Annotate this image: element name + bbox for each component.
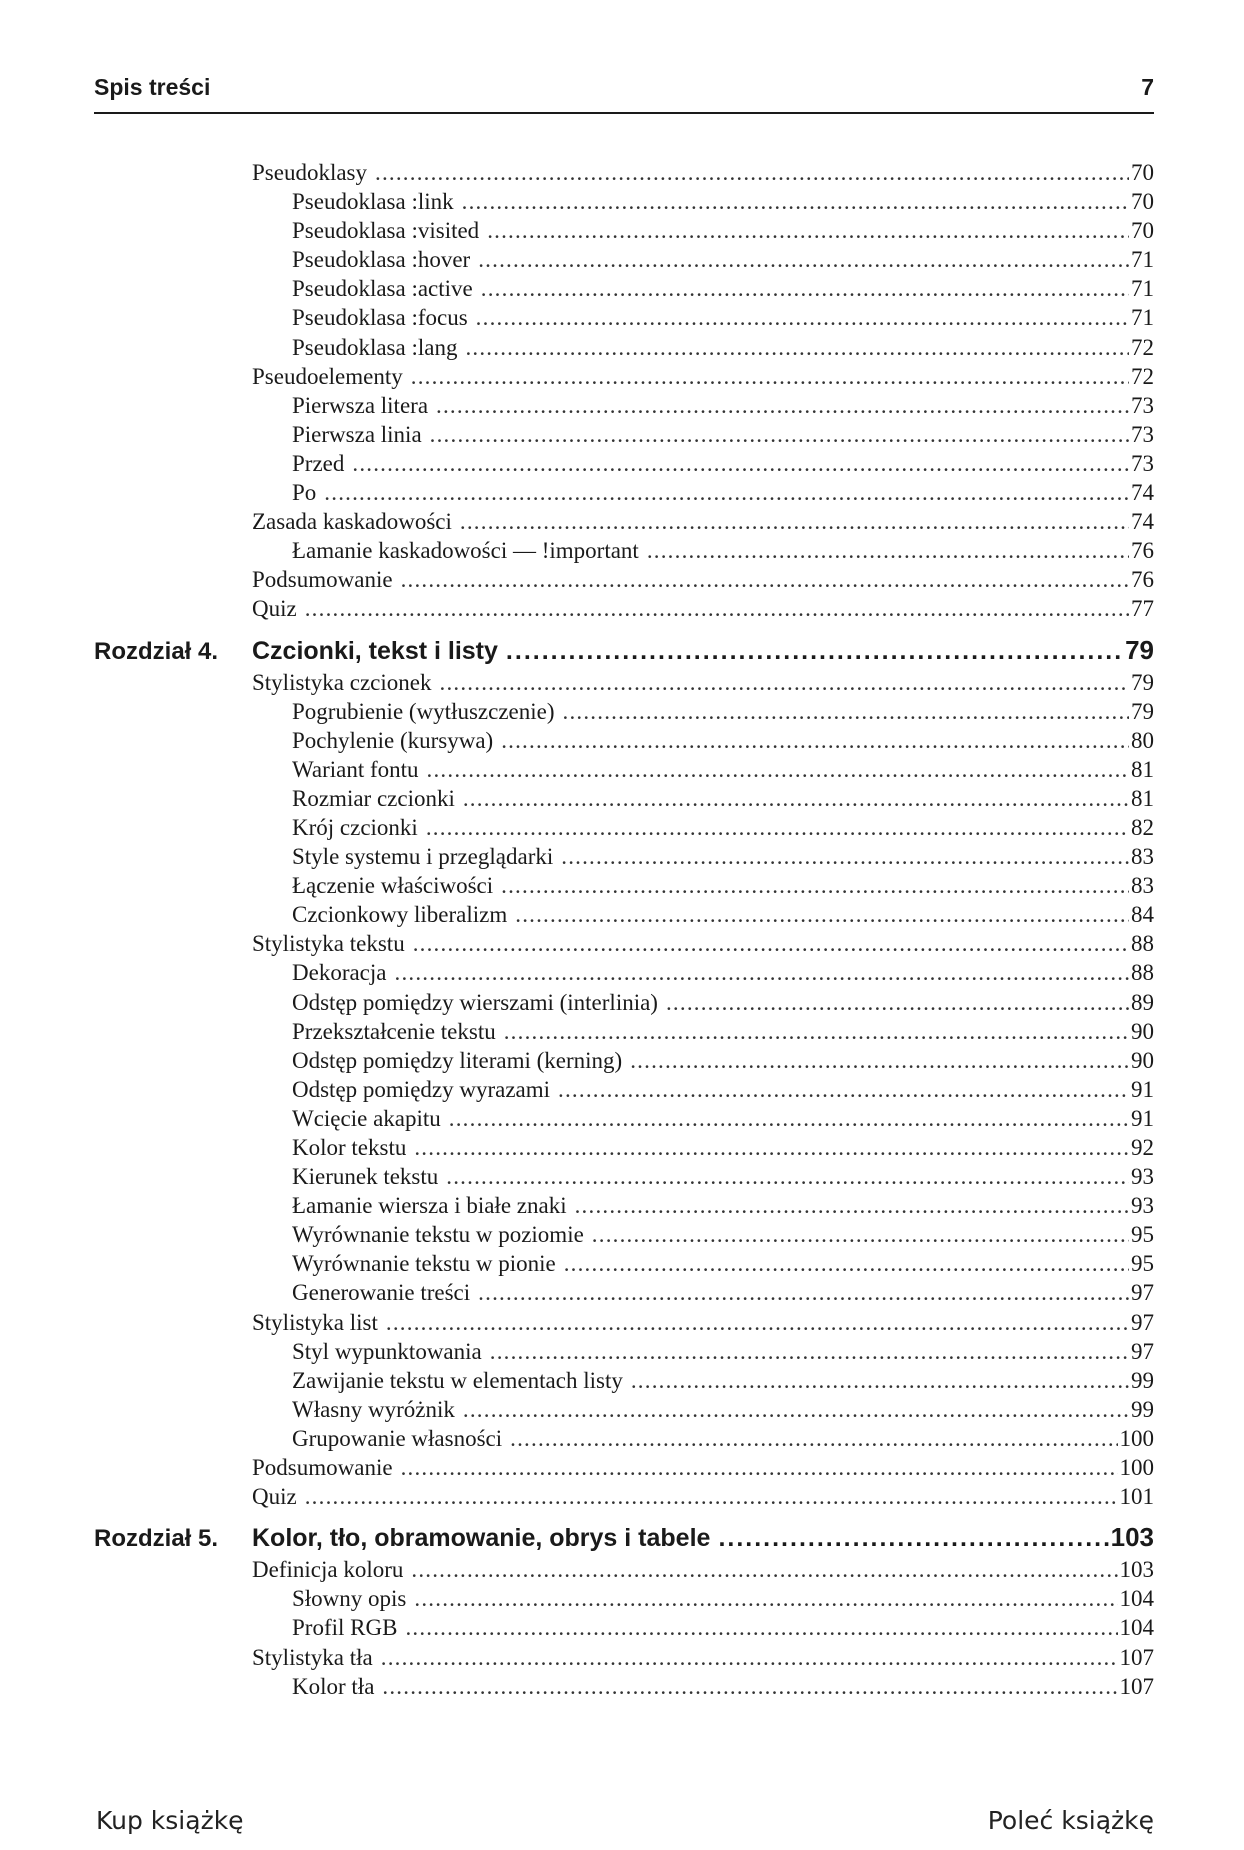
toc-entry-row xyxy=(94,1046,1154,1075)
toc-entry-row xyxy=(94,1308,1154,1337)
toc-entry-label: Pseudoklasa :focus xyxy=(292,305,468,331)
toc-entry xyxy=(94,1162,1154,1191)
dot-leader xyxy=(463,1395,1129,1424)
toc-entry-label: Odstęp pomiędzy wierszami (interlinia) xyxy=(292,989,658,1015)
toc-page-number: 71 xyxy=(1131,276,1154,302)
dot-leader xyxy=(515,900,1129,929)
toc-entry-label: Pseudoklasa :active xyxy=(292,276,473,302)
toc-entry-label: Łączenie właściwości xyxy=(292,873,494,899)
toc-entry-row xyxy=(94,1162,1154,1191)
toc-entry xyxy=(94,871,1154,900)
toc-page-number: 100 xyxy=(1119,1425,1154,1451)
dot-leader xyxy=(381,1643,1118,1672)
toc-entry-row xyxy=(94,726,1154,755)
toc-entry-row xyxy=(94,478,1154,507)
toc-entry xyxy=(94,333,1154,362)
toc-entry-row xyxy=(94,988,1154,1017)
toc-page-number: 70 xyxy=(1131,218,1154,244)
toc-entry-row xyxy=(94,362,1154,391)
header-title: Spis treści xyxy=(94,74,211,100)
toc-entry-row xyxy=(94,842,1154,871)
dot-leader xyxy=(414,1133,1129,1162)
dot-leader xyxy=(426,813,1129,842)
toc-entry-row xyxy=(94,158,1154,187)
toc-entry xyxy=(94,958,1154,987)
toc-entry-row xyxy=(94,1249,1154,1278)
toc-entry-label: Pierwsza linia xyxy=(292,421,422,447)
toc-entry xyxy=(94,755,1154,784)
table-of-contents xyxy=(94,158,1154,1701)
toc-entry-row xyxy=(94,1075,1154,1104)
dot-leader xyxy=(436,391,1129,420)
toc-page-number: 76 xyxy=(1131,567,1154,593)
recommend-book-link[interactable]: Poleć książkę xyxy=(987,1806,1154,1835)
dot-leader xyxy=(411,362,1129,391)
dot-leader xyxy=(401,1453,1118,1482)
toc-entry-label: Pseudoklasa :lang xyxy=(292,334,458,360)
toc-entry-label: Stylistyka tekstu xyxy=(252,931,405,957)
toc-page-number: 74 xyxy=(1131,509,1154,535)
toc-page-number: 76 xyxy=(1131,538,1154,564)
toc-page-number: 81 xyxy=(1131,785,1154,811)
toc-entry-row xyxy=(94,1104,1154,1133)
toc-entry-row xyxy=(94,1424,1154,1453)
toc-page-number: 90 xyxy=(1131,1047,1154,1073)
header-page-number: 7 xyxy=(1141,74,1154,100)
dot-leader xyxy=(401,565,1129,594)
toc-entry-row xyxy=(94,813,1154,842)
dot-leader xyxy=(647,536,1129,565)
toc-page-number: 81 xyxy=(1131,756,1154,782)
toc-entry-row xyxy=(94,507,1154,536)
toc-entry-label: Grupowanie własności xyxy=(292,1425,503,1451)
toc-page-number: 99 xyxy=(1131,1367,1154,1393)
toc-page-number: 72 xyxy=(1131,334,1154,360)
toc-entry-label: Odstęp pomiędzy wyrazami xyxy=(292,1076,551,1102)
toc-entry xyxy=(94,187,1154,216)
toc-page-number: 95 xyxy=(1131,1222,1154,1248)
toc-entry xyxy=(94,1017,1154,1046)
toc-entry xyxy=(94,1366,1154,1395)
toc-page-number: 103 xyxy=(1119,1557,1154,1583)
dot-leader xyxy=(465,333,1129,362)
toc-page-number: 100 xyxy=(1119,1455,1154,1481)
toc-page-number: 82 xyxy=(1131,814,1154,840)
chapter-number: Rozdział 5. xyxy=(94,1525,219,1553)
dot-leader xyxy=(666,988,1129,1017)
dot-leader xyxy=(504,1017,1129,1046)
toc-entry xyxy=(94,1278,1154,1307)
toc-entry xyxy=(94,391,1154,420)
toc-page-number: 84 xyxy=(1131,902,1154,928)
toc-page-number: 107 xyxy=(1119,1673,1154,1699)
toc-page-number: 80 xyxy=(1131,727,1154,753)
toc-page-number: 73 xyxy=(1131,450,1154,476)
toc-entry-row xyxy=(94,668,1154,697)
dot-leader xyxy=(413,929,1129,958)
toc-entry xyxy=(94,1337,1154,1366)
toc-entry-label: Podsumowanie xyxy=(252,1455,393,1481)
toc-entry-label: Definicja koloru xyxy=(252,1557,404,1583)
toc-page-number: 70 xyxy=(1131,189,1154,215)
toc-chapter-row xyxy=(94,1519,1154,1555)
toc-entry xyxy=(94,813,1154,842)
toc-page-number: 91 xyxy=(1131,1076,1154,1102)
toc-page-number: 71 xyxy=(1131,247,1154,273)
toc-entry xyxy=(94,1104,1154,1133)
dot-leader xyxy=(305,1482,1118,1511)
toc-entry xyxy=(94,362,1154,391)
toc-page-number: 90 xyxy=(1131,1018,1154,1044)
toc-entry xyxy=(94,697,1154,726)
dot-leader xyxy=(430,420,1129,449)
dot-leader xyxy=(460,507,1129,536)
toc-entry-row xyxy=(94,900,1154,929)
toc-entry-row xyxy=(94,1191,1154,1220)
dot-leader xyxy=(490,1337,1129,1366)
toc-entry-label: Style systemu i przeglądarki xyxy=(292,844,554,870)
toc-entry-label: Odstęp pomiędzy literami (kerning) xyxy=(292,1047,623,1073)
dot-leader xyxy=(561,842,1129,871)
dot-leader xyxy=(427,755,1129,784)
toc-page-number: 104 xyxy=(1119,1615,1154,1641)
dot-leader xyxy=(575,1191,1129,1220)
toc-page-number: 93 xyxy=(1131,1193,1154,1219)
toc-page-number: 72 xyxy=(1131,363,1154,389)
toc-entry xyxy=(94,1191,1154,1220)
toc-entry xyxy=(94,303,1154,332)
toc-entry-label: Pochylenie (kursywa) xyxy=(292,727,494,753)
toc-entry xyxy=(94,1075,1154,1104)
toc-page-number: 91 xyxy=(1131,1105,1154,1131)
toc-entry-row xyxy=(94,565,1154,594)
toc-entry-row xyxy=(94,449,1154,478)
toc-entry xyxy=(94,216,1154,245)
toc-entry-row xyxy=(94,1366,1154,1395)
toc-entry-label: Pseudoklasy xyxy=(252,160,367,185)
toc-page-number: 79 xyxy=(1125,634,1154,665)
toc-page-number: 88 xyxy=(1131,931,1154,957)
toc-entry xyxy=(94,668,1154,697)
toc-entry-label: Kolor tekstu xyxy=(292,1135,407,1160)
toc-entry-row xyxy=(94,1337,1154,1366)
toc-entry-row xyxy=(94,1278,1154,1307)
toc-entry-label: Kolor tła xyxy=(292,1673,375,1699)
toc-entry xyxy=(94,158,1154,187)
toc-entry-label: Kierunek tekstu xyxy=(292,1164,439,1190)
toc-page-number: 83 xyxy=(1131,873,1154,899)
toc-entry-label: Stylistyka tła xyxy=(252,1644,373,1670)
dot-leader xyxy=(414,1584,1117,1613)
toc-page-number: 74 xyxy=(1131,480,1154,506)
toc-page-number: 107 xyxy=(1119,1644,1154,1670)
toc-entry xyxy=(94,1672,1154,1701)
toc-page-number: 97 xyxy=(1131,1280,1154,1306)
toc-entry-row xyxy=(94,594,1154,623)
toc-entry-row xyxy=(94,1220,1154,1249)
toc-entry-label: Pseudoelementy xyxy=(252,363,403,389)
toc-page-number: 99 xyxy=(1131,1396,1154,1422)
toc-page-number: 97 xyxy=(1131,1338,1154,1364)
toc-entry xyxy=(94,565,1154,594)
dot-leader xyxy=(395,958,1130,987)
toc-entry-label: Przed xyxy=(292,450,345,476)
toc-entry-row xyxy=(94,1672,1154,1701)
toc-entry-row xyxy=(94,1453,1154,1482)
dot-leader xyxy=(630,1046,1129,1075)
toc-entry-row xyxy=(94,755,1154,784)
toc-entry xyxy=(94,988,1154,1017)
dot-leader xyxy=(558,1075,1129,1104)
toc-entry xyxy=(94,1453,1154,1482)
toc-entry-label: Pierwsza litera xyxy=(292,392,429,418)
toc-entry-row xyxy=(94,958,1154,987)
toc-entry-label: Profil RGB xyxy=(292,1615,398,1641)
toc-entry-label: Łamanie wiersza i białe znaki xyxy=(292,1193,567,1219)
toc-entry-label: Pseudoklasa :hover xyxy=(292,247,471,273)
toc-entry-label: Krój czcionki xyxy=(292,814,418,840)
toc-page-number: 79 xyxy=(1131,698,1154,724)
toc-entry xyxy=(94,1308,1154,1337)
toc-entry-row xyxy=(94,1482,1154,1511)
toc-entry-label: Słowny opis xyxy=(292,1586,407,1612)
toc-entry-row xyxy=(94,187,1154,216)
toc-entry-label: Wyrównanie tekstu w poziomie xyxy=(292,1222,584,1248)
toc-entry xyxy=(94,1046,1154,1075)
toc-entry xyxy=(94,1395,1154,1424)
toc-entry xyxy=(94,594,1154,623)
toc-entry-row xyxy=(94,1555,1154,1584)
chapter-title: Kolor, tło, obramowanie, obrys i tabele xyxy=(252,1524,711,1553)
dot-leader xyxy=(462,187,1129,216)
running-header xyxy=(94,72,1154,114)
toc-entry xyxy=(94,478,1154,507)
toc-entry-label: Pseudoklasa :visited xyxy=(292,218,480,244)
toc-entry-label: Łamanie kaskadowości — !important xyxy=(292,538,639,564)
dot-leader xyxy=(510,1424,1117,1453)
toc-entry-label: Wcięcie akapitu xyxy=(292,1105,441,1131)
toc-entry-label: Quiz xyxy=(252,1484,297,1510)
toc-page-number: 70 xyxy=(1131,160,1154,185)
dot-leader xyxy=(631,1366,1129,1395)
dot-leader xyxy=(352,449,1129,478)
dot-leader xyxy=(375,158,1129,187)
toc-entry-row xyxy=(94,216,1154,245)
toc-page-number: 83 xyxy=(1131,844,1154,870)
toc-entry xyxy=(94,726,1154,755)
toc-entry-label: Własny wyróżnik xyxy=(292,1396,455,1422)
toc-entry-label: Przekształcenie tekstu xyxy=(292,1018,496,1044)
toc-entry xyxy=(94,536,1154,565)
toc-entry-label: Czcionkowy liberalizm xyxy=(292,902,508,928)
toc-entry-label: Podsumowanie xyxy=(252,567,393,593)
toc-entry-row xyxy=(94,333,1154,362)
toc-page-number: 101 xyxy=(1119,1484,1154,1510)
dot-leader xyxy=(563,697,1130,726)
toc-entry xyxy=(94,900,1154,929)
toc-entry-label: Dekoracja xyxy=(292,960,387,986)
toc-entry xyxy=(94,1482,1154,1511)
toc-entry-row xyxy=(94,274,1154,303)
toc-entry-row xyxy=(94,245,1154,274)
dot-leader xyxy=(386,1308,1129,1337)
toc-page-number: 77 xyxy=(1131,596,1154,622)
toc-entry-label: Rozmiar czcionki xyxy=(292,785,455,811)
toc-entry-row xyxy=(94,784,1154,813)
toc-entry-label: Pseudoklasa :link xyxy=(292,189,454,215)
toc-entry-label: Generowanie treści xyxy=(292,1280,471,1306)
toc-page-number: 88 xyxy=(1131,960,1154,986)
toc-entry-row xyxy=(94,929,1154,958)
buy-book-link[interactable]: Kup książkę xyxy=(96,1806,244,1835)
toc-entry-label: Quiz xyxy=(252,596,297,622)
toc-entry-row xyxy=(94,303,1154,332)
toc-page-number: 89 xyxy=(1131,989,1154,1015)
dot-leader xyxy=(478,1278,1129,1307)
toc-entry-row xyxy=(94,1584,1154,1613)
chapter-number: Rozdział 4. xyxy=(94,637,219,665)
dot-leader xyxy=(382,1672,1117,1701)
toc-entry-label: Styl wypunktowania xyxy=(292,1338,482,1364)
toc-page-number: 93 xyxy=(1131,1164,1154,1190)
dot-leader xyxy=(324,478,1129,507)
dot-leader xyxy=(487,216,1129,245)
dot-leader xyxy=(564,1249,1129,1278)
toc-entry-row xyxy=(94,1017,1154,1046)
toc-entry-label: Po xyxy=(292,480,317,506)
toc-entry-label: Wyrównanie tekstu w pionie xyxy=(292,1251,556,1277)
toc-entry xyxy=(252,632,1154,669)
dot-leader xyxy=(481,274,1129,303)
toc-page-number: 73 xyxy=(1131,392,1154,418)
toc-entry-label: Stylistyka czcionek xyxy=(252,669,432,695)
toc-entry xyxy=(94,420,1154,449)
toc-entry xyxy=(94,1220,1154,1249)
toc-entry-row xyxy=(94,871,1154,900)
chapter-title: Czcionki, tekst i listy xyxy=(252,636,498,665)
toc-entry-label: Zawijanie tekstu w elementach listy xyxy=(292,1367,623,1393)
dot-leader xyxy=(718,1520,1108,1556)
dot-leader xyxy=(478,245,1129,274)
dot-leader xyxy=(440,668,1130,697)
toc-page-number: 103 xyxy=(1110,1522,1154,1553)
toc-entry xyxy=(94,929,1154,958)
dot-leader xyxy=(506,633,1123,669)
toc-chapter-row xyxy=(94,632,1154,668)
toc-page-number: 104 xyxy=(1119,1586,1154,1612)
toc-entry xyxy=(94,1584,1154,1613)
toc-page-number: 79 xyxy=(1131,669,1154,695)
dot-leader xyxy=(501,871,1129,900)
toc-entry-row xyxy=(94,1613,1154,1642)
toc-entry xyxy=(94,1613,1154,1642)
dot-leader xyxy=(592,1220,1129,1249)
toc-page-number: 92 xyxy=(1131,1135,1154,1160)
dot-leader xyxy=(463,784,1129,813)
toc-entry-row xyxy=(94,391,1154,420)
toc-entry-label: Pogrubienie (wytłuszczenie) xyxy=(292,698,555,724)
toc-entry xyxy=(94,1249,1154,1278)
toc-entry xyxy=(94,784,1154,813)
toc-entry-row xyxy=(94,1643,1154,1672)
dot-leader xyxy=(449,1104,1129,1133)
toc-entry xyxy=(94,245,1154,274)
toc-entry xyxy=(94,1133,1154,1162)
toc-entry-row xyxy=(94,536,1154,565)
dot-leader xyxy=(405,1613,1117,1642)
toc-entry xyxy=(94,1643,1154,1672)
toc-page-number: 97 xyxy=(1131,1309,1154,1335)
dot-leader xyxy=(501,726,1129,755)
dot-leader xyxy=(411,1555,1117,1584)
toc-entry xyxy=(94,274,1154,303)
dot-leader xyxy=(446,1162,1129,1191)
toc-entry-row xyxy=(94,420,1154,449)
toc-page-number: 71 xyxy=(1131,305,1154,331)
toc-entry-label: Wariant fontu xyxy=(292,756,419,782)
toc-page-number: 73 xyxy=(1131,421,1154,447)
toc-entry xyxy=(94,507,1154,536)
toc-entry-label: Stylistyka list xyxy=(252,1309,378,1335)
dot-leader xyxy=(305,594,1129,623)
toc-page-number: 95 xyxy=(1131,1251,1154,1277)
toc-entry xyxy=(94,1424,1154,1453)
toc-entry xyxy=(94,842,1154,871)
toc-entry-label: Zasada kaskadowości xyxy=(252,509,452,535)
toc-entry-row xyxy=(94,1133,1154,1162)
toc-entry-row xyxy=(94,1395,1154,1424)
dot-leader xyxy=(476,303,1129,332)
toc-entry xyxy=(94,1555,1154,1584)
toc-entry xyxy=(94,449,1154,478)
toc-entry xyxy=(252,1519,1154,1556)
toc-entry-row xyxy=(94,697,1154,726)
